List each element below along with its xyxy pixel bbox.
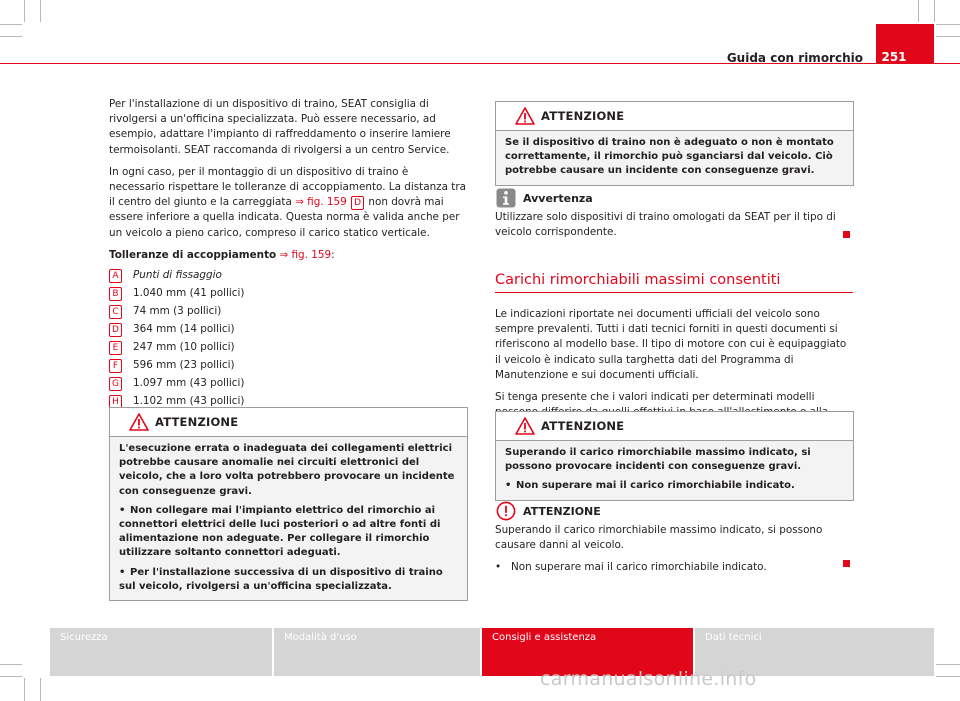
warning-title: ATTENZIONE (541, 419, 625, 433)
bullet-icon: • (495, 561, 502, 574)
figure-link[interactable]: ⇒ fig. 159 (295, 196, 347, 209)
note-text: Utilizzare solo dispositivi di traino omologati da SEAT per il tipo di veicolo corrispondente. (495, 211, 836, 239)
legend-letter: G (109, 377, 122, 391)
caution-text: Superando il carico rimorchiabile massimo indicato, si possono causare danni al veicolo. (495, 524, 823, 552)
crop-mark (0, 664, 22, 665)
footer-tab-label: Modalità d'uso (284, 632, 357, 643)
warning-header (110, 408, 467, 437)
crop-mark (24, 678, 25, 701)
warning-triangle-icon (515, 417, 535, 435)
note-header (495, 188, 853, 210)
footer-tab-sicurezza[interactable] (50, 628, 272, 676)
warning-box (495, 411, 854, 501)
crop-mark (936, 676, 960, 677)
warning-bullet: • Non collegare mai l'impianto elettrico del rimorchio ai connettori elettrici delle luci posteriori o ad altre fonti di alimentazione non adeguate. Per collegare il rimorchio utilizzare soltanto connettori adeguati. (119, 504, 441, 559)
crop-mark (24, 0, 25, 22)
legend-item: D 364 mm (14 pollici) (109, 321, 467, 339)
legend-item: G 1.097 mm (43 pollici) (109, 375, 467, 393)
warning-header (496, 412, 853, 441)
warning-box (495, 101, 854, 186)
warning-bullet: • Per l'installazione successiva di un dispositivo di traino sul veicolo, rivolgersi a un'officina specializzata. (119, 566, 443, 592)
page-number: 251 (881, 50, 907, 64)
paragraph: Per l'installazione di un dispositivo di traino, SEAT consiglia di rivolgersi a un'officina specializzata. Può essere necessario, ad esempio, adattare l'impianto di raffreddamento o inserire lamiere termoisolanti. SEAT raccomanda di rivolgersi a un centro Service. (109, 98, 451, 156)
warning-body (110, 437, 467, 600)
legend-letter: D (109, 323, 122, 337)
crop-mark (936, 664, 960, 665)
paragraph: In ogni caso, per il montaggio di un dispositivo di traino è necessario rispettare le tolleranze di accoppiamento. La distanza tra il centro del giunto e la carreggiata ⇒ fig. 159 D non dovrà mai essere inferiore a quella indicata. Questa norma è valida anche per un veicolo a pieno carico, compreso il carico statico verticale. (109, 165, 467, 239)
legend-letter: E (109, 341, 122, 355)
legend-list (109, 267, 467, 411)
caution-block (495, 501, 853, 583)
footer-tab-label: Dati tecnici (705, 632, 762, 643)
legend-item: F 596 mm (23 pollici) (109, 357, 467, 375)
tolerance-heading: Tolleranze di accoppiamento ⇒ fig. 159: (109, 248, 335, 261)
warning-body (496, 441, 853, 500)
legend-item: B 1.040 mm (41 pollici) (109, 285, 467, 303)
watermark: carmanualsonline.info (540, 668, 757, 690)
caution-exclamation-icon (496, 501, 516, 521)
warning-triangle-icon (129, 413, 149, 431)
paragraph: Si tenga presente che i valori indicati per determinati modelli (495, 391, 815, 404)
crop-mark (0, 24, 22, 25)
warning-title: ATTENZIONE (541, 109, 625, 123)
footer-tab-modalita-uso[interactable] (274, 628, 480, 676)
warning-text: Superando il carico rimorchiabile massimo indicato, si possono provocare incidenti con conseguenze gravi. (505, 447, 811, 473)
warning-body (496, 131, 853, 185)
caution-title: ATTENZIONE (523, 505, 601, 518)
crop-mark (936, 24, 960, 25)
warning-text: Se il dispositivo di traino non è adeguato o non è montato correttamente, il rimorchio può sganciarsi dal veicolo. Ciò potrebbe causare un incidente con conseguenze gravi. (505, 137, 834, 177)
legend-item: A Punti di fissaggio (109, 267, 467, 285)
warning-bullet: • Non superare mai il carico rimorchiabile indicato. (505, 479, 845, 493)
footer-tab-label: Consigli e assistenza (492, 632, 597, 643)
legend-letter: F (109, 359, 122, 373)
legend-letter: A (109, 269, 122, 283)
section-rule (495, 292, 853, 293)
paragraph: Le indicazioni riportate nei documenti ufficiali del veicolo sono sempre prevalenti. Tutti i dati tecnici forniti in questi documenti si riferiscono al modello base. Il tipo di motore con cui è equipaggiato il veicolo è indicato sulla targhetta dati del Programma di Manutenzione e sui documenti ufficiali. (495, 308, 847, 381)
warning-triangle-icon (515, 107, 535, 125)
bullet-icon: • (505, 480, 512, 492)
crop-mark (40, 0, 41, 22)
legend-item: H 1.102 mm (43 pollici) (109, 393, 467, 411)
crop-mark (934, 0, 935, 22)
caution-header (495, 501, 853, 523)
left-column (109, 97, 467, 411)
legend-letter: C (109, 305, 122, 319)
end-marker (843, 231, 850, 238)
crop-mark (936, 36, 960, 37)
note-title: Avvertenza (523, 192, 593, 205)
legend-item: E 247 mm (10 pollici) (109, 339, 467, 357)
warning-text: L'esecuzione errata o inadeguata dei collegamenti elettrici potrebbe causare anomalie nei circuiti elettronici del veicolo, che a loro volta potrebbero provocare un incidente con conseguenze gravi. (119, 443, 455, 497)
warning-box (109, 407, 468, 601)
figure-link[interactable]: ⇒ fig. 159 (279, 248, 332, 261)
caution-bullet: • Non superare mai il carico rimorchiabile indicato. (495, 560, 853, 575)
crop-mark (0, 676, 22, 677)
legend-letter: D (351, 196, 364, 210)
note-block (495, 188, 853, 247)
warning-header (496, 102, 853, 131)
footer-tab-label: Sicurezza (60, 632, 108, 643)
legend-letter: H (109, 395, 122, 409)
note-icon (496, 188, 516, 208)
crop-mark (0, 36, 22, 37)
section-title: Carichi rimorchiabili massimi consentiti (495, 272, 781, 288)
legend-letter: B (109, 287, 122, 301)
bullet-icon: • (119, 504, 126, 516)
legend-item: C 74 mm (3 pollici) (109, 303, 467, 321)
end-marker (843, 560, 850, 567)
running-title: Guida con rimorchio (726, 51, 863, 65)
crop-mark (40, 678, 41, 701)
crop-mark (918, 0, 919, 22)
warning-title: ATTENZIONE (155, 415, 239, 429)
bullet-icon: • (119, 566, 126, 578)
